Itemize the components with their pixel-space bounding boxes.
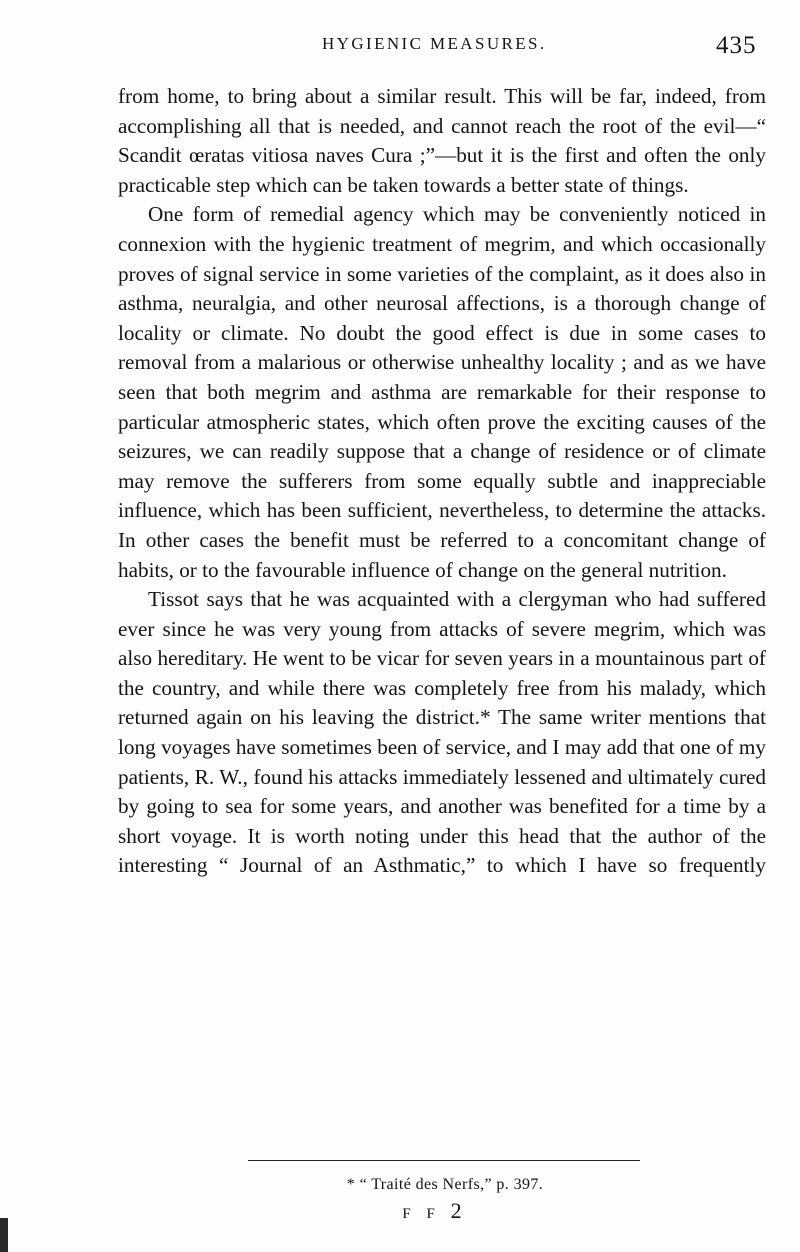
paragraph-continuation: from home, to bring about a similar result. This will be far, indeed, from accomplishing all that is needed, and cannot reach the root of the evil—“ Scandit œratas vitiosa naves Cura ;”—but it is the first and often the only practicable step which can be taken towards a better state of things. [118, 84, 766, 197]
running-title: HYGIENIC MEASURES. [322, 34, 547, 53]
signature-letters: F F [402, 1206, 441, 1222]
printer-signature-mark [0, 1198, 800, 1224]
paragraph-change-of-climate: One form of remedial agency which may be conveniently noticed in connexion with the hygienic treatment of megrim, and which occasionally proves of signal service in some varieties of the complaint, as it does also in asthma, neuralgia, and other neurosal affections, is a thorough change of locality or climate. No doubt the good effect is due in some cases to removal from a malarious or otherwise unhealthy locality ; and as we have seen that both megrim and asthma are remarkable for their response to particular atmospheric states, which often prove the exciting causes of the seizures, we can readily suppose that a change of residence or of climate may remove the sufferers from some equally subtle and inappreciable influence, which has been sufficient, nevertheless, to determine the attacks. In other cases the benefit must be referred to a concomitant change of habits, or to the favourable influence of change on the general nutrition. [118, 202, 766, 582]
running-head [0, 32, 800, 62]
paragraph-tissot: Tissot says that he was acquainted with a clergyman who had suffered ever since he was very young from attacks of severe megrim, which was also hereditary. He went to be vicar for seven years in a mountainous part of the country, and while there was completely free from his malady, which returned again on his leaving the district.* The same writer mentions that long voyages have sometimes been of service, and I may add that one of my patients, R. W., found his attacks immediately lessened and ultimately cured by going to sea for some years, and another was benefited for a time by a short voyage. It is worth noting under this head that the author of the interesting “ Journal of an Asthmatic,” to which I have so frequently [118, 587, 766, 878]
body-text [118, 82, 766, 881]
footnote: * “ Traité des Nerfs,” p. 397. [346, 1176, 544, 1193]
signature-number: 2 [450, 1198, 462, 1223]
page-number: 435 [716, 32, 757, 59]
footnote-rule [248, 1160, 640, 1161]
binding-edge-mark [0, 1218, 8, 1252]
